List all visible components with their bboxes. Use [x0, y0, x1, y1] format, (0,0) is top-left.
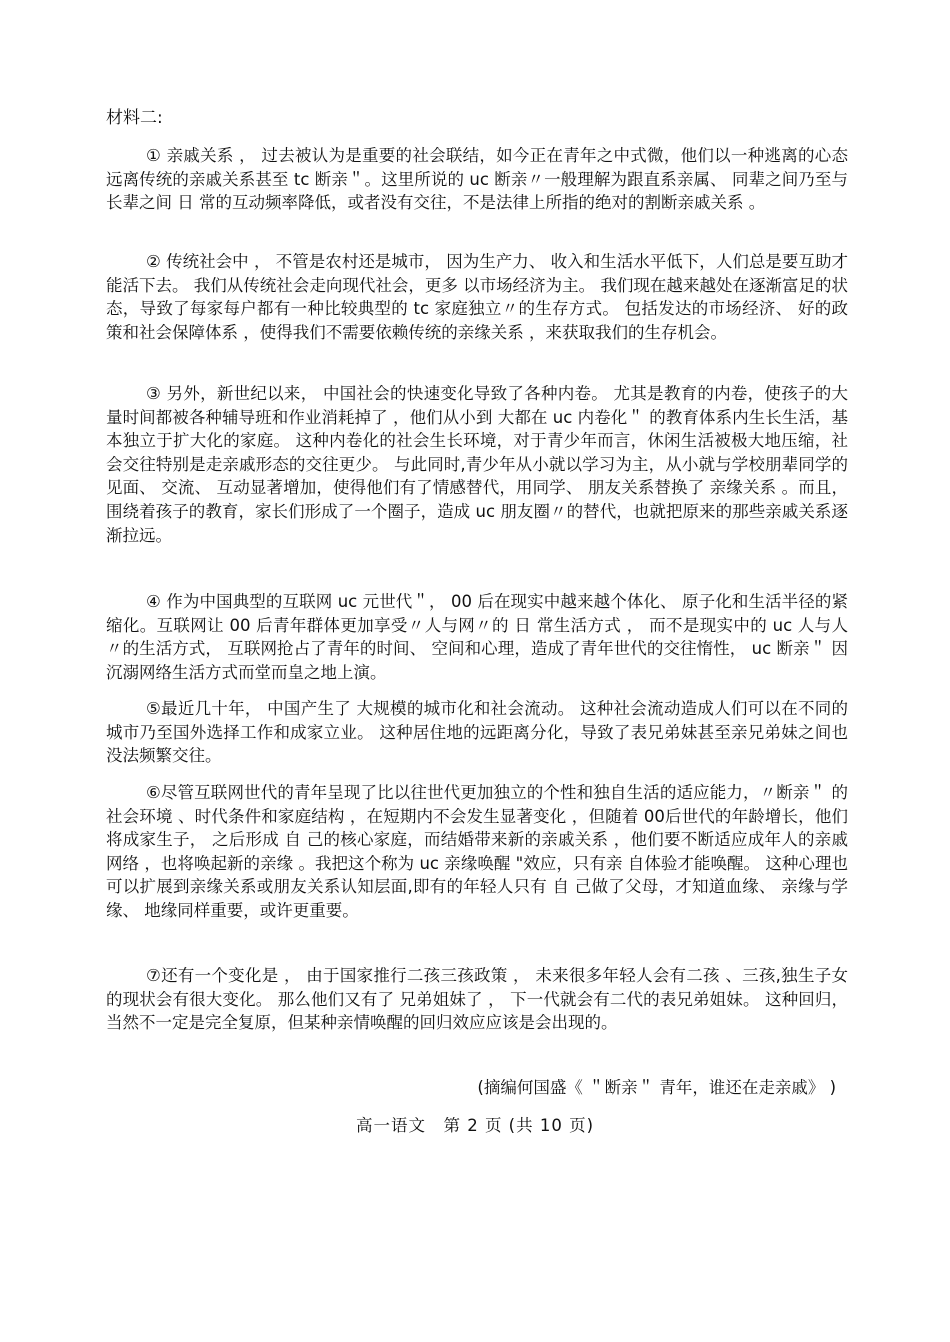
- paragraph-5: ⑤最近几十年， 中国产生了 大规模的城市化和社会流动。 这种社会流动造成人们可以在不同的城市乃至国外选择工作和成家立业。 这种居住地的远距离分化，导致了表兄弟妹甚至亲兄弟妹之间也没法频繁交往。: [106, 699, 848, 766]
- paragraph-6: ⑥尽管互联网世代的青年呈现了比以往世代更加独立的个性和独自生活的适应能力，〃断亲＂ 的社会环境 、时代条件和家庭结构 ，在短期内不会发生显著变化 ，但随着 00后世代的年龄增长，他们将成家生子， 之后形成 自 己的核心家庭，而结婚带来新的亲戚关系 ，他们要不断适应成年人的亲戚网络 ，也将唤起新的亲缘 。我把这个称为 uc 亲缘唤醒 "效应，只有亲 自体验才能唤醒。 这种心理也可以扩展到亲缘关系或朋友关系认知层面,即有的年轻人只有 自 己做了父母，才知道血缘、 亲缘与学缘、 地缘同样重要，或许更重要。: [106, 783, 848, 920]
- paragraph-4: ④ 作为中国典型的互联网 uc 元世代＂， 00 后在现实中越来越个体化、 原子化和生活半径的紧缩化。互联网让 00 后青年群体更加享受〃人与网〃的 日 常生活方式 ， 而不是现实中的 uc 人与人〃的生活方式， 互联网抢占了青年的时间、 空间和心理，造成了青年世代的交往惰性， uc 断亲＂ 因沉溺网络生活方式而堂而皇之地上演。: [106, 592, 848, 682]
- section-heading: 材料二:: [106, 108, 163, 128]
- source-citation: (摘编何国盛《 ＂断亲＂ 青年，谁还在走亲戚》 ): [477, 1078, 836, 1097]
- page-footer: 高一语文 第 2 页 (共 10 页): [355, 1116, 595, 1135]
- paragraph-7: ⑦还有一个变化是 ， 由于国家推行二孩三孩政策 ， 未来很多年轻人会有二孩 、三孩,独生子女的现状会有很大变化。 那么他们又有了 兄弟姐妹了 ， 下一代就会有二代的表兄弟姐妹。 这种回归，当然不一定是完全复原，但某种亲情唤醒的回归效应应该是会出现的。: [106, 966, 848, 1033]
- paragraph-2: ② 传统社会中 ， 不管是农村还是城市， 因为生产力、 收入和生活水平低下，人们总是要互助才能活下去。 我们从传统社会走向现代社会，更多 以市场经济为主。 我们现在越来越处在逐渐富足的状态，导致了每家每户都有一种比较典型的 tc 家庭独立〃的生存方式。 包括发达的市场经济、 好的政策和社会保障体系 ，使得我们不需要依赖传统的亲缘关系 ，来获取我们的生存机会。: [106, 252, 848, 342]
- paragraph-3: ③ 另外，新世纪以来， 中国社会的快速变化导致了各种内卷。 尤其是教育的内卷，使孩子的大量时间都被各种辅导班和作业消耗掉了 ，他们从小到 大都在 uc 内卷化＂ 的教育体系内生长生活，基本独立于扩大化的家庭。 这种内卷化的社会生长环境，对于青少年而言，休闲生活被极大地压缩，社会交往特别是走亲戚形态的交往更少。 与此同时,青少年从小就以学习为主，从小就与学校朋辈同学的见面、 交流、 互动显著增加，使得他们有了情感替代，用同学、 朋友关系替换了 亲缘关系 。而且，围绕着孩子的教育，家长们形成了一个圈子，造成 uc 朋友圈〃的替代，也就把原来的那些亲戚关系逐渐拉远。: [106, 384, 848, 545]
- paragraph-1: ① 亲戚关系 ， 过去被认为是重要的社会联结，如今正在青年之中式微，他们以一种逃离的心态远离传统的亲戚关系甚至 tc 断亲＂。这里所说的 uc 断亲〃一般理解为跟直系亲属、 同辈之间乃至与长辈之间 日 常的互动频率降低，或者没有交往，不是法律上所指的绝对的割断亲戚关系 。: [106, 146, 848, 213]
